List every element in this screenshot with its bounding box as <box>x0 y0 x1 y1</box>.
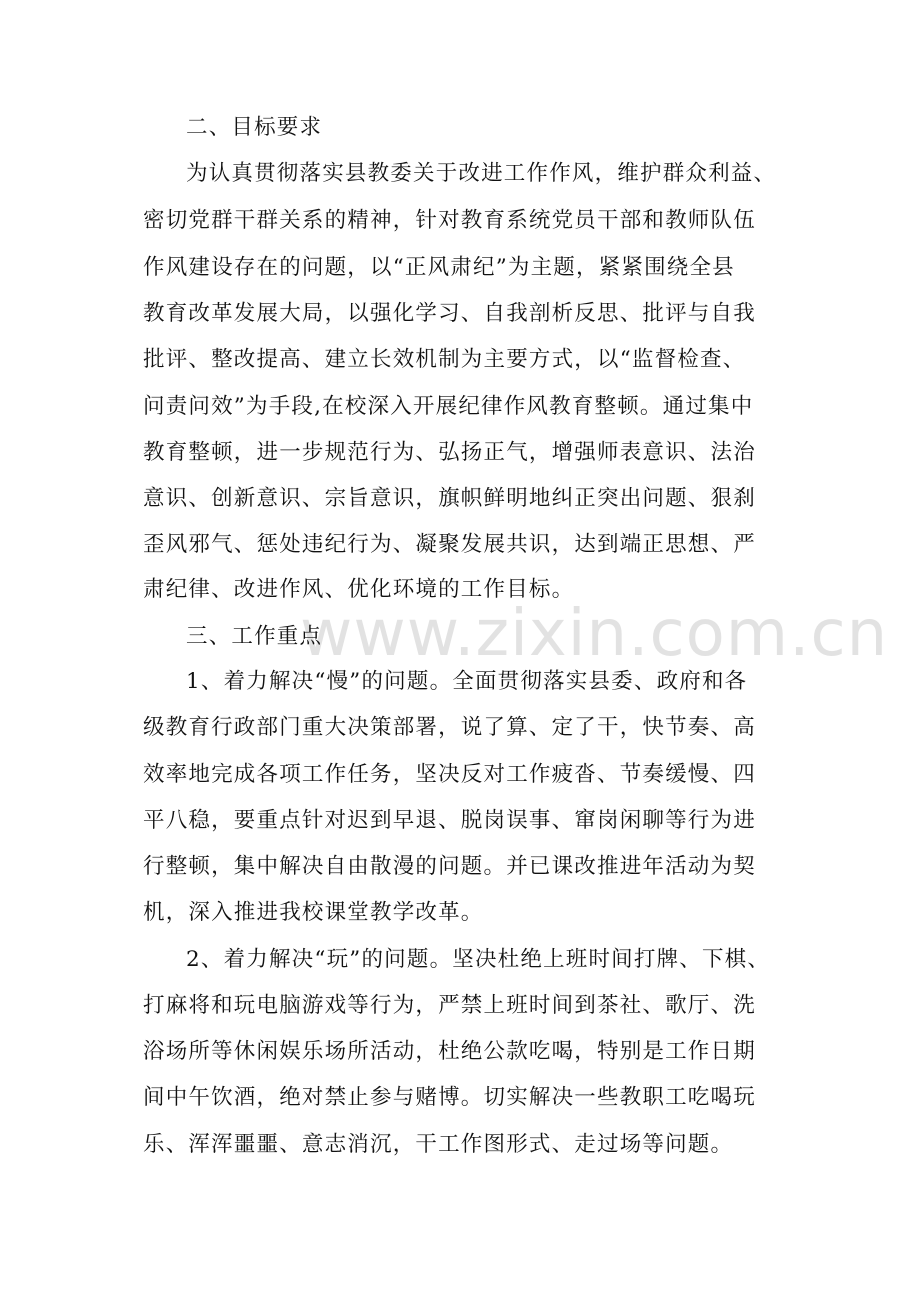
paragraph-line: 作风建设存在的问题，以“正风肃纪”为主题，紧紧围绕全县 <box>143 255 735 280</box>
paragraph-line: 2、着力解决“玩”的问题。坚决杜绝上班时间打牌、下棋、 <box>186 947 771 972</box>
paragraph-line: 肃纪律、改进作风、优化环境的工作目标。 <box>143 577 575 602</box>
paragraph-line: 1、着力解决“慢”的问题。全面贯彻落实县委、政府和各 <box>186 669 748 694</box>
paragraph-line: 级教育行政部门重大决策部署，说了算、定了干，快节奏、高 <box>143 715 756 740</box>
paragraph-line: 浴场所等休闲娱乐场所活动，杜绝公款吃喝，特别是工作日期 <box>143 1039 756 1064</box>
paragraph-line: 歪风邪气、惩处违纪行为、凝聚发展共识，达到端正思想、严 <box>143 532 756 557</box>
paragraph-line: 问责问效”为手段,在校深入开展纪律作风教育整顿。通过集中 <box>143 394 754 419</box>
paragraph-line: 密切党群干群关系的精神，针对教育系统党员干部和教师队伍 <box>143 208 756 233</box>
paragraph-line: 平八稳，要重点针对迟到早退、脱岗误事、窜岗闲聊等行为进 <box>143 808 756 833</box>
paragraph-line: 教育整顿，进一步规范行为、弘扬正气，增强师表意识、法治 <box>143 440 756 465</box>
paragraph-line: 教育改革发展大局，以强化学习、自我剖析反思、批评与自我 <box>143 301 756 326</box>
paragraph-line: 间中午饮酒，绝对禁止参与赌博。切实解决一些教职工吃喝玩 <box>143 1085 756 1110</box>
paragraph-line: 行整顿，集中解决自由散漫的问题。并已课改推进年活动为契 <box>143 854 756 879</box>
section-heading-key-work: 三、工作重点 <box>186 624 323 649</box>
paragraph-line: 机，深入推进我校课堂教学改革。 <box>143 900 484 925</box>
watermark: www.zixin.com.cn <box>300 597 889 671</box>
paragraph-line: 批评、整改提高、建立长效机制为主要方式，以“监督检查、 <box>143 347 746 372</box>
paragraph-line: 打麻将和玩电脑游戏等行为，严禁上班时间到茶社、歌厅、洗 <box>143 993 756 1018</box>
section-heading-goals: 二、目标要求 <box>186 115 323 140</box>
paragraph-line: 乐、浑浑噩噩、意志消沉，干工作图形式、走过场等问题。 <box>143 1132 734 1157</box>
paragraph-line: 意识、创新意识、宗旨意识，旗帜鲜明地纠正突出问题、狠刹 <box>143 486 756 511</box>
paragraph-line: 效率地完成各项工作任务，坚决反对工作疲沓、节奏缓慢、四 <box>143 762 756 787</box>
paragraph-line: 为认真贯彻落实县教委关于改进工作作风，维护群众利益、 <box>186 161 777 186</box>
